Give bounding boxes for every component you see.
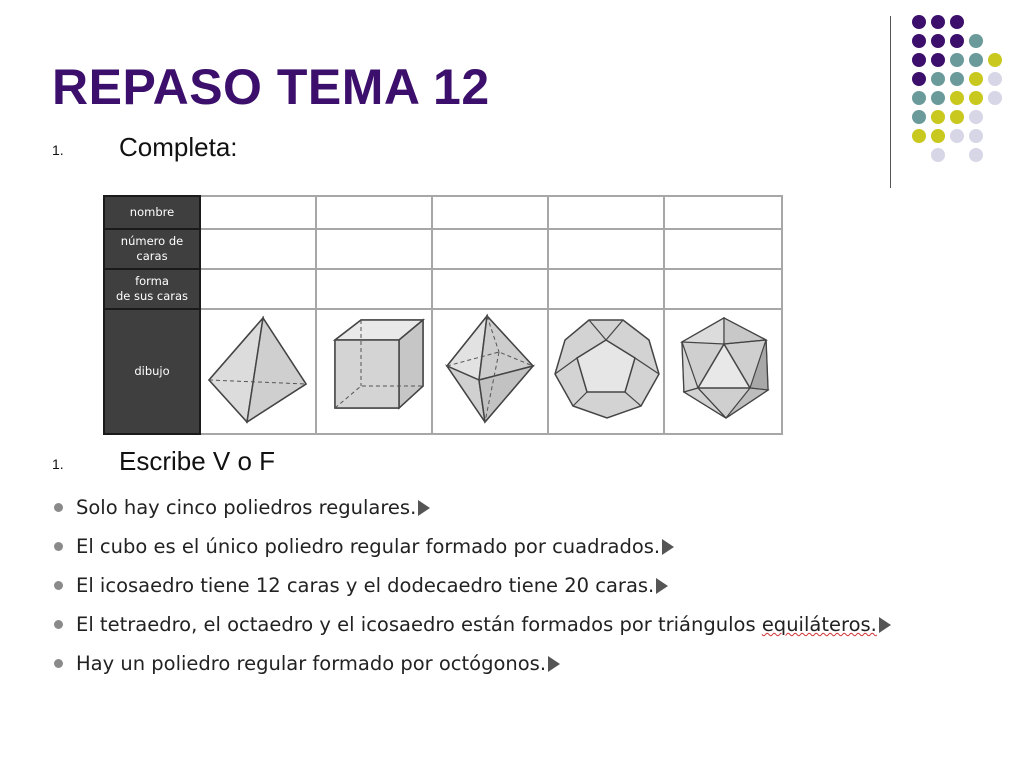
decorative-dot bbox=[988, 91, 1002, 105]
decorative-dot bbox=[912, 91, 926, 105]
answer-cell[interactable] bbox=[316, 229, 432, 269]
decorative-dot bbox=[931, 34, 945, 48]
decorative-dot bbox=[931, 148, 945, 162]
decorative-dot bbox=[969, 110, 983, 124]
decorative-dot bbox=[931, 110, 945, 124]
decorative-dot bbox=[912, 53, 926, 67]
answer-cell[interactable] bbox=[664, 229, 782, 269]
decorative-dot bbox=[931, 72, 945, 86]
row-header-numero-caras: número de caras bbox=[104, 229, 200, 269]
row-header-forma-caras: forma de sus caras bbox=[104, 269, 200, 309]
answer-cell[interactable] bbox=[548, 269, 664, 309]
decorative-dot bbox=[931, 53, 945, 67]
answer-cell[interactable] bbox=[200, 229, 316, 269]
decorative-dot bbox=[912, 72, 926, 86]
statement-text: El cubo es el único poliedro regular formado por cuadrados. bbox=[76, 535, 661, 558]
play-arrow-icon[interactable] bbox=[418, 500, 430, 516]
table-row-dibujo bbox=[104, 309, 782, 434]
decorative-dot bbox=[969, 148, 983, 162]
play-arrow-icon[interactable] bbox=[879, 617, 891, 633]
bullet-icon bbox=[54, 542, 63, 551]
answer-cell[interactable] bbox=[200, 269, 316, 309]
decorative-dot bbox=[912, 34, 926, 48]
row-header-dibujo: dibujo bbox=[104, 309, 200, 434]
table-row-nombre bbox=[104, 196, 782, 229]
divider-line bbox=[890, 16, 891, 188]
decorative-dot bbox=[950, 15, 964, 29]
decorative-dot bbox=[988, 53, 1002, 67]
play-arrow-icon[interactable] bbox=[662, 539, 674, 555]
task-number: 1. bbox=[52, 142, 64, 158]
decorative-dot bbox=[912, 110, 926, 124]
statement-text: El icosaedro tiene 12 caras y el dodecaedro tiene 20 caras. bbox=[76, 574, 655, 597]
statement-text: Solo hay cinco poliedros regulares. bbox=[76, 496, 417, 519]
octahedron-drawing bbox=[432, 309, 548, 434]
dodecahedron-drawing bbox=[548, 309, 664, 434]
statement-text: Hay un poliedro regular formado por octógonos. bbox=[76, 652, 547, 675]
decorative-dot bbox=[912, 15, 926, 29]
bullet-icon bbox=[54, 620, 63, 629]
decorative-dot bbox=[950, 72, 964, 86]
answer-cell[interactable] bbox=[664, 196, 782, 229]
answer-cell[interactable] bbox=[432, 229, 548, 269]
play-arrow-icon[interactable] bbox=[548, 656, 560, 672]
statement-text: El tetraedro, el octaedro y el icosaedro están formados por triángulos equiláteros. bbox=[76, 613, 877, 636]
decorative-dot bbox=[912, 129, 926, 143]
row-header-nombre: nombre bbox=[104, 196, 200, 229]
answer-cell[interactable] bbox=[548, 229, 664, 269]
answer-cell[interactable] bbox=[316, 196, 432, 229]
answer-cell[interactable] bbox=[432, 269, 548, 309]
polyhedra-table bbox=[103, 195, 783, 435]
decorative-dot bbox=[931, 15, 945, 29]
answer-cell[interactable] bbox=[548, 196, 664, 229]
decorative-dot bbox=[950, 34, 964, 48]
decorative-dot bbox=[969, 72, 983, 86]
bullet-icon bbox=[54, 581, 63, 590]
answer-cell[interactable] bbox=[316, 269, 432, 309]
task-label: Completa: bbox=[119, 132, 238, 162]
decorative-dot bbox=[969, 34, 983, 48]
decorative-dot bbox=[931, 91, 945, 105]
answer-cell[interactable] bbox=[664, 269, 782, 309]
bullet-icon bbox=[54, 659, 63, 668]
cube-drawing bbox=[316, 309, 432, 434]
play-arrow-icon[interactable] bbox=[656, 578, 668, 594]
decorative-dot bbox=[931, 129, 945, 143]
answer-cell[interactable] bbox=[432, 196, 548, 229]
icosahedron-drawing bbox=[664, 309, 782, 434]
decorative-dot bbox=[969, 91, 983, 105]
decorative-dot bbox=[969, 53, 983, 67]
task-number: 1. bbox=[52, 456, 64, 472]
decorative-dot bbox=[950, 129, 964, 143]
decorative-dot bbox=[950, 53, 964, 67]
decorative-dot bbox=[988, 72, 1002, 86]
table-row-forma-caras bbox=[104, 269, 782, 309]
decorative-dot bbox=[969, 129, 983, 143]
tetrahedron-drawing bbox=[200, 309, 316, 434]
answer-cell[interactable] bbox=[200, 196, 316, 229]
decorative-dot bbox=[950, 91, 964, 105]
table-row-numero-caras bbox=[104, 229, 782, 269]
slide-title: REPASO TEMA 12 bbox=[52, 59, 490, 115]
decorative-dot bbox=[950, 110, 964, 124]
bullet-icon bbox=[54, 503, 63, 512]
task-label: Escribe V o F bbox=[119, 446, 276, 476]
